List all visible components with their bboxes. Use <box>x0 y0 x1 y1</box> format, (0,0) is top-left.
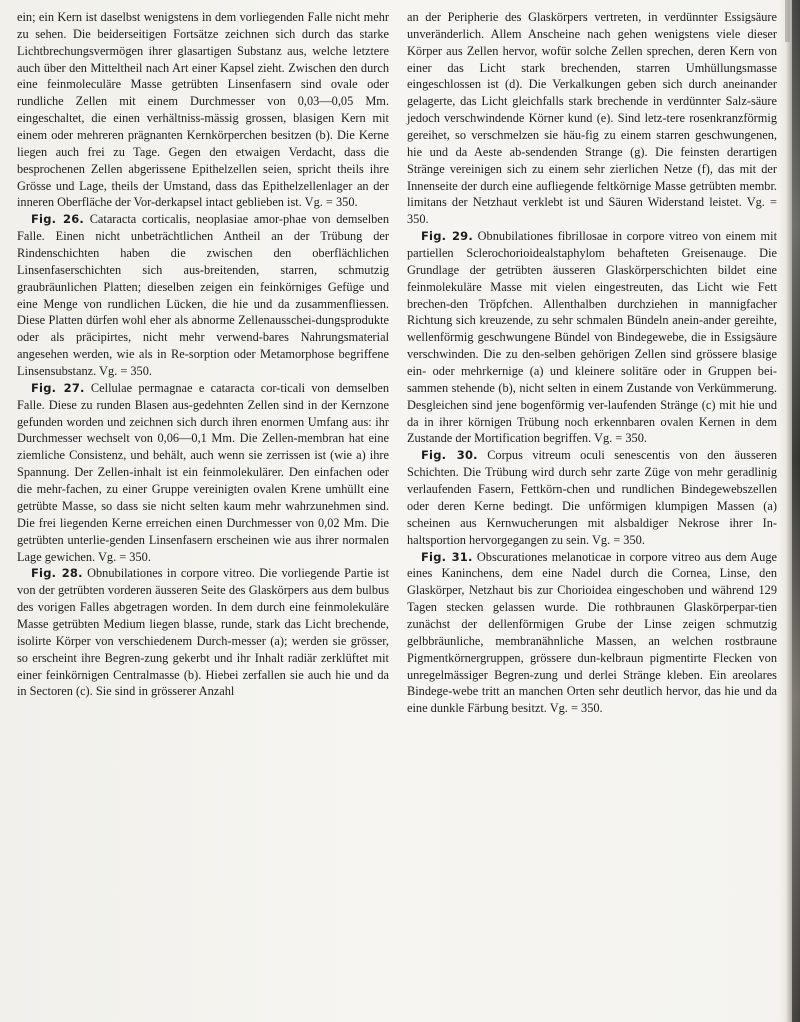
paragraph-continuation-right: an der Peripherie des Glaskörpers vertreten, in verdünnter Essigsäure unveränderlich. Allem Anscheine nach gehen wenigstens viele dieser Körper aus Zellen hervor, wofür solche Zellen sprechen, deren Kern von einer das Licht stark brechenden, starren Umhüllungsmasse eingeschlossen ist (d). Die Verkalkungen geben sich durch aneinander gelagerte, das Licht gleichfalls stark brechende in verdünnter Salz-säure jedoch verschwindende Körner kund (e). Sind letz-tere rosenkranzförmig gereihet, so verschmelzen sie häu-fig zu einem starren geschwungenen, hie und da Aeste ab-sendenden Strange (g). Die feinsten derartigen Stränge vereinigen sich zu einem sehr zierlichen Netze (f), das mit der Innenseite der durch eine aufliegende feltkörnige Masse getrübten membr. limitans der Netzhaut verklebt ist und Säuren Widerstand leistet. Vg. = 350. <box>407 10 777 227</box>
figure-26-caption <box>17 211 389 380</box>
figure-label-26: Fig. 26. <box>31 212 84 227</box>
figure-label-29: Fig. 29. <box>421 229 473 244</box>
figure-31-caption <box>407 549 777 718</box>
figure-31-text: Obscurationes melanoticae in corpore vitreo aus dem Auge eines Kaninchens, dem eine Nadel durch die Cornea, Linse, den Glaskörper, Netzhaut bis zur Chorioidea eingeschoben und während 129 Tagen stecken gelassen wurde. Die rothbraunen Glaskörperpar-tien zunächst der dellenförmigen Grube der Linse zeigen schmutzig gelbbräunliche, membranähnliche Massen, an welchen rostbraune Pigmentkörnergruppen, grössere dun-kelbraun pigmentirte Flecken von unregelmässiger Begren-zung und derlei Stränge kleben. Ein areolares Bindege-webe tritt an manchen Orten sehr deutlich hervor, das hie und da eine dunkle Färbung besitzt. Vg. = 350. <box>407 549 777 716</box>
figure-29-caption <box>407 228 777 447</box>
page-edge-tab <box>785 0 790 42</box>
right-column <box>407 9 777 717</box>
figure-26-text: Cataracta corticalis, neoplasiae amor-phae von demselben Falle. Einen nicht unbeträchtlichen Antheil an der Trübung der Rindenschichten haben die zwischen den oberflächlichen Linsenfaserschichten sich aus-breitenden, starren, schmutzig graubräunlichen Platten; dieselben zeigen ein feinkörniges Gefüge und eine Menge von rundlichen Lücken, die hie und da zusammenfliessen. Diese Platten dürfen wohl eher als abnorme Zellenausschei-dungsprodukte oder als präcipirtes, nicht mehr verwend-bares Nahrungsmaterial angesehen werden, wie als in Re-sorption oder Metamorphose begriffene Linsensubstanz. Vg. = 350. <box>17 212 389 379</box>
figure-label-30: Fig. 30. <box>421 448 478 463</box>
figure-28-caption <box>17 565 389 700</box>
figure-27-caption <box>17 380 389 565</box>
left-column <box>17 9 389 700</box>
figure-30-caption <box>407 447 777 548</box>
figure-label-27: Fig. 27. <box>31 380 85 395</box>
paragraph-continuation: ein; ein Kern ist daselbst wenigstens in dem vorliegenden Falle nicht mehr zu sehen. Die beiderseitigen Fortsätze zeichnen sich durch das starke Lichtbrechungsvermögen ihrer glasartigen Substanz aus, welche letztere auch über den Mitteltheil nach Art einer Kapsel zieht. Zwischen den durch eine feinmoleculäre Masse getrübten Linsenfasern sind ovale oder rundliche Zellen mit einem Durchmesser von 0,03—0,05 Mm. eingeschaltet, die einen verhältniss-mässig grossen, blasigen Kern mit einem oder mehreren prägnanten Kernkörperchen besitzen (b). Die Kerne liegen auch frei zu Tage. Gegen den etwaigen Verdacht, dass die besprochenen Zellen abgerissene Epithelzellen seien, spricht theils ihre Grösse und Lage, theils der Umstand, dass das Epithelzellenlager an der inneren Oberfläche der Vor-derkapsel intact geblieben ist. Vg. = 350. <box>17 10 389 210</box>
page-edge-dark <box>792 0 800 1022</box>
figure-label-31: Fig. 31. <box>421 549 473 564</box>
figure-29-text: Obnubilationes fibrillosae in corpore vitreo von einem mit partiellen Sclerochorioidealstaphylom behafteten Greisenauge. Die Grundlage der getrübten äusseren Glaskörperschichten bildet eine feinmolekuläre Masse mit vielen eingestreuten, das Licht wie Fett brechen-den Tröpfchen. Allenthalben durchziehen in mannigfacher Richtung sich kreuzende, zu sehr schmalen Bündeln anein-ander gereihte, wellenförmig geschwungene Bündel von Bindegewebe, die in Essigsäure verschwinden. Die zu den-selben gehörigen Zellen sind grössere blasige ein- oder mehrkernige (a) und kleinere solitäre oder in Gruppen bei-sammen stehende (b), nicht selten in einem Zustande von Verkümmerung. Desgleichen sind jene bogenförmig ver-laufenden Stränge (c) mit hie und da in ihrer körnigen Trübung noch erkennbaren ovalen Kernen in dem Zustande der Mortification begriffen. Vg. = 350. <box>407 229 778 446</box>
figure-label-28: Fig. 28. <box>31 566 83 581</box>
figure-30-text: Corpus vitreum oculi senescentis von den äusseren Schichten. Die Trübung wird durch sehr zarte Züge von mehr geradlinig verlaufenden Fasern, Fettkörn-chen und rundlichen Bindegewebszellen oder deren Kerne bedingt. Die unförmigen klumpigen Massen (a) scheinen aus Kernwucherungen mit alsbaldiger Nekrose ihrer In-haltsportion hervorgegangen zu sein. Vg. = 350. <box>407 448 778 547</box>
figure-27-text: Cellulae permagnae e cataracta cor-ticali von demselben Falle. Diese zu runden Blasen aus-gedehnten Zellen sind in der Kernzone gefunden worden und zeichnen sich durch ihren enormen Umfang aus: ihr Durchmesser wechselt von 0,06—0,1 Mm. Die Zellen-membran hat eine ziemliche Consistenz, und behält, auch wenn sie zerrissen ist (wie a) ihre Spannung. Der Zellen-inhalt ist ein feinmolekulärer. Den einfachen oder die mehr-fachen, zu einer Gruppe vereinigten ovalen Krene umhüllt eine getrübte Masse, so dass sie nicht selten kaum mehr wahrzunehmen sind. Die frei liegenden Kerne erreichen einen Durchmesser von 0,02 Mm. Die getrübten unterlie-genden Linsenfasern erscheinen wie aus ihrer normalen Lage gewichen. Vg. = 350. <box>17 380 389 564</box>
figure-28-text: Obnubilationes in corpore vitreo. Die vorliegende Partie ist von der getrübten vorderen äusseren Seite des Glaskörpers aus dem bulbus des vorigen Falles abgetragen worden. In dem durch eine feinmolekuläre Masse getrübten Medium liegen blasse, runde, stark das Licht brechende, isolirte Körper von verschiedenem Durch-messer (a); werden sie grösser, so erscheint ihre Begren-zung gekerbt und ihr Inhalt radiär zerklüftet mit einer feinkörnigen Centralmasse (b). Hiebei zerfallen sie auch hie und da in Sectoren (c). Sie sind in grösserer Anzahl <box>17 566 389 699</box>
